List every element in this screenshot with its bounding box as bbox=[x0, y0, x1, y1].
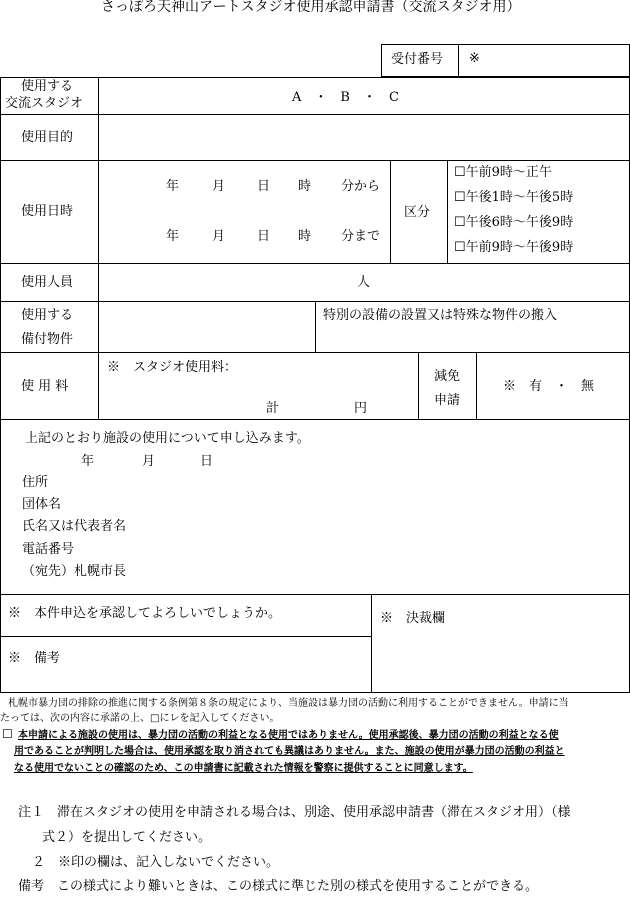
remarks-label: ※ 備考 bbox=[8, 651, 61, 666]
name-label: 氏名又は代表者名 bbox=[22, 519, 127, 534]
decision-box-label: ※ 決裁欄 bbox=[380, 611, 446, 626]
fee-yen-label: 円 bbox=[354, 401, 368, 416]
time-slot-option[interactable]: ☐午後6時～午後9時 bbox=[454, 215, 574, 230]
consent-checkbox[interactable]: ☐ bbox=[2, 727, 13, 741]
from-hour: 時 bbox=[298, 179, 312, 194]
application-statement: 上記のとおり施設の使用について申し込みます。 bbox=[25, 431, 310, 446]
reduction-label-line2: 申請 bbox=[434, 393, 461, 408]
note-2: ２ ※印の欄は、記入しないでください。 bbox=[32, 855, 280, 870]
fee-total-label: 計 bbox=[266, 401, 280, 416]
from-minute: 分から bbox=[341, 179, 381, 194]
address-label: 住所 bbox=[22, 475, 49, 490]
to-hour: 時 bbox=[298, 229, 312, 244]
fee-label: 使 用 料 bbox=[21, 379, 69, 394]
division-label: 区分 bbox=[404, 205, 431, 220]
datetime-label: 使用日時 bbox=[21, 204, 74, 219]
to-minute: 分まで bbox=[341, 229, 381, 244]
from-month: 月 bbox=[212, 179, 226, 194]
reduction-label-line1: 減免 bbox=[434, 369, 461, 384]
equipment-label-line2: 備付物件 bbox=[21, 332, 74, 347]
reduction-options: ※ 有 ・ 無 bbox=[503, 379, 595, 394]
studio-label-line2: 交流スタジオ bbox=[5, 96, 84, 111]
people-unit: 人 bbox=[357, 275, 371, 290]
ordinance-text-line1: 札幌市暴力団の排除の推進に関する条例第８条の規定により、当施設は暴力団の活動に利用することができません。申請に当 bbox=[8, 698, 569, 709]
to-year: 年 bbox=[166, 229, 180, 244]
time-slot-option[interactable]: ☐午後1時～午後5時 bbox=[454, 190, 574, 205]
consent-text-line1: 本申請による施設の使用は、暴力団の活動の利益となる使用ではありません。使用承認後、暴力団の活動の利益となる使 bbox=[18, 730, 559, 741]
note-1-line1: 注１ 滞在スタジオの使用を申請される場合は、別途、使用承認申請書（滞在スタジオ用）（様 bbox=[18, 805, 571, 820]
studio-fee-label: ※ スタジオ使用料： bbox=[107, 360, 238, 375]
group-label: 団体名 bbox=[22, 497, 62, 512]
time-slot-option[interactable]: ☐午前9時～午後9時 bbox=[454, 240, 574, 255]
purpose-label: 使用目的 bbox=[21, 130, 74, 145]
addressee-label: （宛先）札幌市長 bbox=[22, 564, 127, 579]
applicant-date-month: 月 bbox=[142, 454, 156, 469]
approval-question: ※ 本件申込を承認してよろしいでしょうか。 bbox=[8, 606, 282, 621]
people-label: 使用人員 bbox=[21, 275, 74, 290]
receipt-number-label: 受付番号 bbox=[391, 52, 444, 67]
from-day: 日 bbox=[257, 179, 271, 194]
to-month: 月 bbox=[212, 229, 226, 244]
receipt-number-mark: ※ bbox=[469, 51, 480, 66]
special-equipment-label: 特別の設備の設置又は特殊な物件の搬入 bbox=[323, 308, 558, 323]
equipment-label-line1: 使用する bbox=[21, 308, 74, 323]
studio-label-line1: 使用する bbox=[21, 79, 74, 94]
page-title: さっぽろ天神山アートスタジオ使用承認申請書（交流スタジオ用） bbox=[101, 0, 521, 15]
studio-options: A ・ B ・ C bbox=[292, 90, 399, 105]
applicant-date-year: 年 bbox=[81, 454, 95, 469]
consent-text-line2: 用であることが判明した場合は、使用承認を取り消されても異議はありません。また、施設の使用が暴力団の活動の利益と bbox=[14, 746, 565, 757]
from-year: 年 bbox=[166, 179, 180, 194]
time-slot-option[interactable]: ☐午前9時～正午 bbox=[454, 165, 552, 180]
note-1-line2: 式２）を提出してください。 bbox=[42, 830, 212, 845]
applicant-date-day: 日 bbox=[200, 454, 214, 469]
ordinance-text-line2: たっては、次の内容に承諾の上、□にレを記入してください。 bbox=[0, 713, 280, 724]
to-day: 日 bbox=[257, 229, 271, 244]
consent-text-line3: なる使用でないことの確認のため、この申請書に記載された情報を警察に提供することに同意します。 bbox=[14, 763, 473, 774]
phone-label: 電話番号 bbox=[22, 542, 75, 557]
remark-note: 備考 この様式により難いときは、この様式に準じた別の様式を使用することができる。 bbox=[18, 879, 539, 894]
